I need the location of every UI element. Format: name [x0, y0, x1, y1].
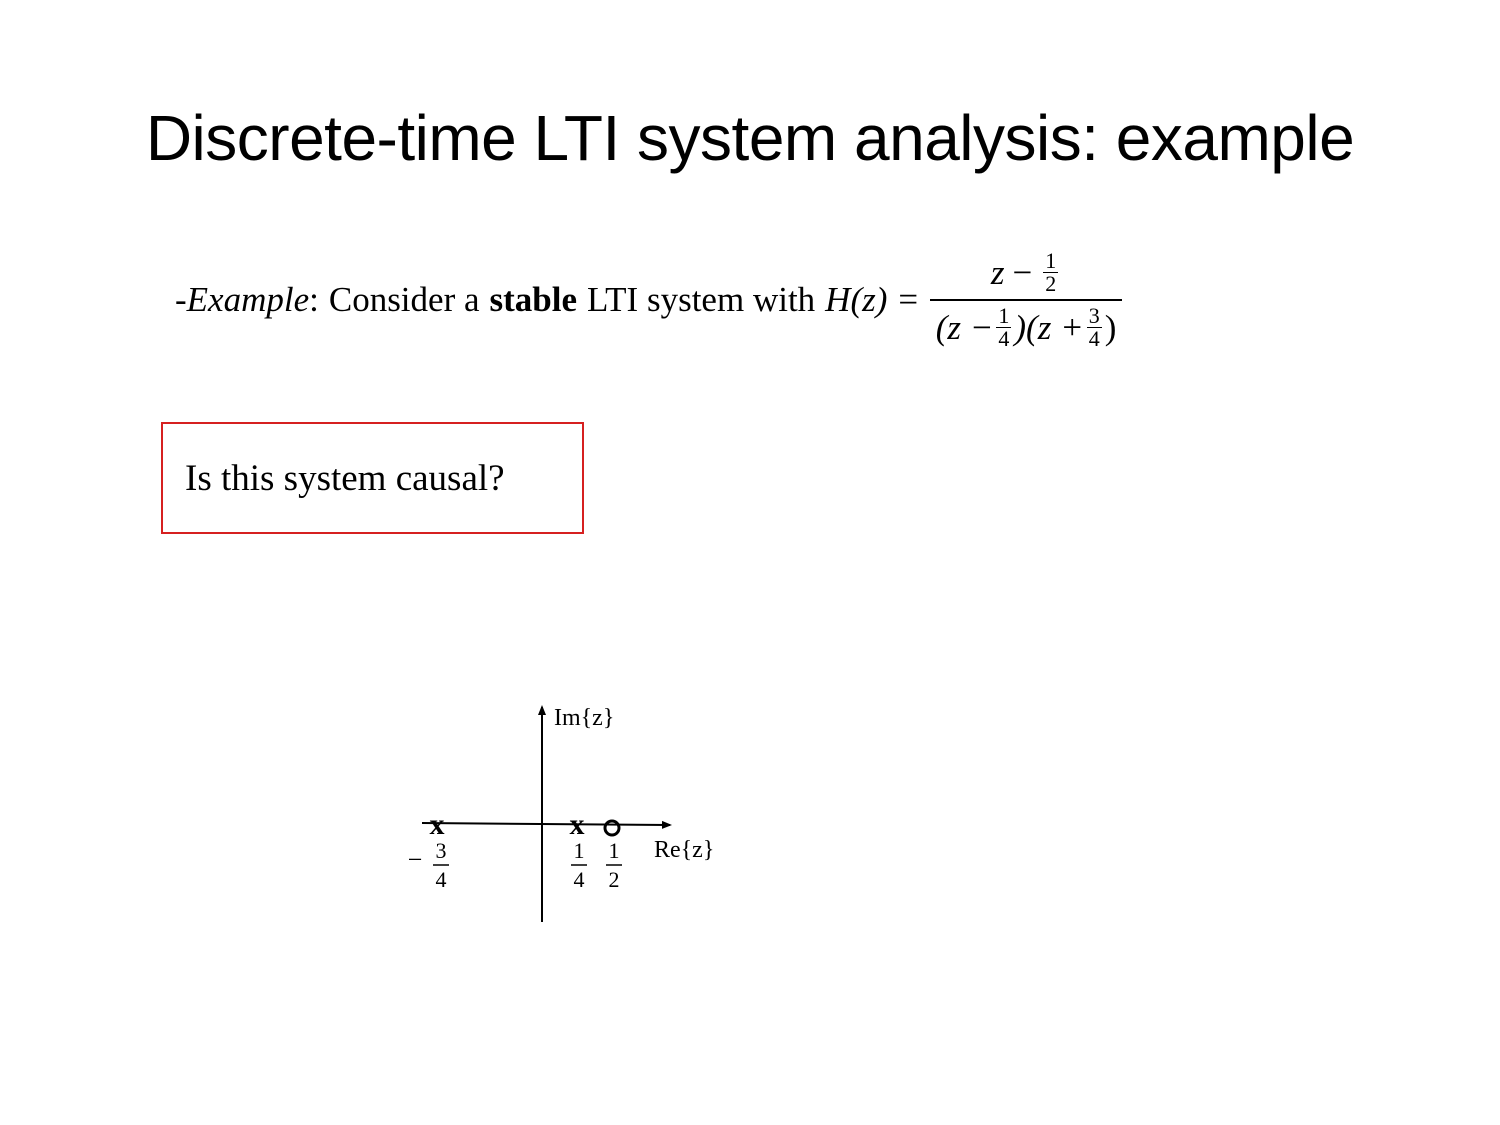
numerator-fraction-den: 2	[1045, 271, 1057, 296]
real-axis	[422, 823, 670, 825]
pole-0-label-num: 3	[435, 838, 447, 863]
slide-title: Discrete-time LTI system analysis: example	[145, 102, 1355, 174]
example-prefix: -	[175, 280, 187, 319]
zero-0-marker	[605, 821, 619, 835]
numerator-variable: z	[990, 252, 1005, 292]
pole-zero-markers	[408, 808, 622, 892]
zero-0-label-num: 1	[608, 838, 620, 863]
stable-keyword: stable	[489, 280, 578, 319]
denominator-fraction-1-den: 4	[998, 326, 1010, 351]
example-colon: :	[309, 280, 319, 319]
example-label: Example	[186, 280, 310, 319]
example-text-after: LTI system with	[587, 280, 816, 319]
im-axis-label: Im{z}	[554, 705, 615, 731]
numerator-fraction-num: 1	[1045, 248, 1057, 273]
pole-0-label-den: 4	[435, 867, 447, 892]
pole-0-marker: x	[429, 808, 445, 841]
denominator-fraction-1-num: 1	[998, 303, 1010, 328]
example-text-before: Consider a	[328, 280, 480, 319]
zero-0-label-den: 2	[608, 867, 620, 892]
denominator-close: )	[1104, 307, 1117, 347]
re-axis-label: Re{z}	[654, 837, 715, 863]
transfer-function-lhs: H(z) =	[825, 280, 920, 319]
denominator-middle: )(z +	[1014, 307, 1084, 347]
causality-question: Is this system causal?	[185, 457, 505, 499]
pole-1-label-den: 4	[573, 867, 585, 892]
denominator-fraction-2-den: 4	[1088, 326, 1100, 351]
pole-1-marker: x	[569, 808, 585, 841]
denominator-open: (z −	[935, 307, 994, 347]
denominator-fraction-2-num: 3	[1088, 303, 1100, 328]
pole-1-label-num: 1	[573, 838, 585, 863]
numerator-operator: −	[1012, 252, 1033, 292]
pole-0-label-sign: −	[407, 845, 423, 874]
